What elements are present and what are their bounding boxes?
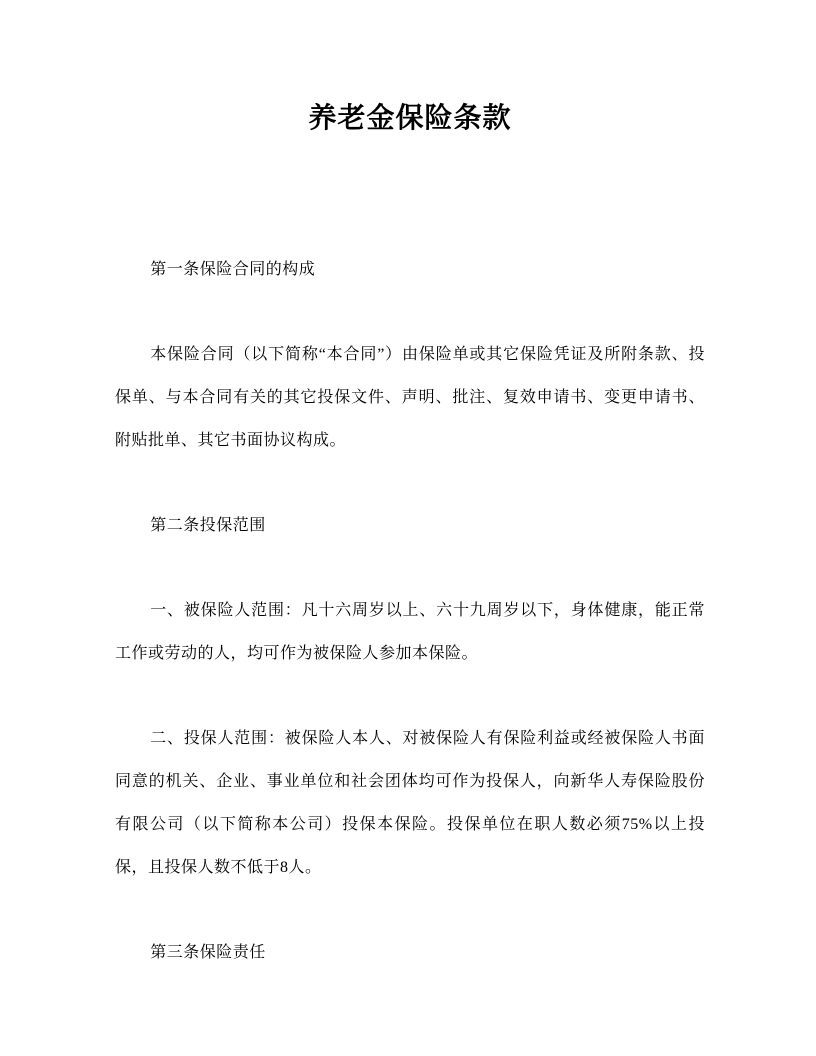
article-2-item-1: 一、被保险人范围：凡十六周岁以上、六十九周岁以下，身体健康，能正常工作或劳动的人，均可作为被保险人参加本保险。: [115, 602, 705, 662]
article-2-heading: 第二条投保范围: [150, 517, 266, 534]
article-1-heading: 第一条保险合同的构成: [150, 261, 316, 278]
article-3-heading: 第三条保险责任: [150, 944, 266, 961]
document-body: [115, 248, 705, 974]
article-1-body: 本保险合同（以下简称“本合同”）由保险单或其它保险凭证及所附条款、投保单、与本合同有关的其它投保文件、声明、批注、复效申请书、变更申请书、附贴批单、其它书面协议构成。: [115, 346, 705, 449]
article-2-item-2: 二、投保人范围：被保险人本人、对被保险人有保险利益或经被保险人书面同意的机关、企业、事业单位和社会团体均可作为投保人，向新华人寿保险股份有限公司（以下简称本公司）投保本保险。投保单位在职人数必须75%以上投保，且投保人数不低于8人。: [115, 730, 705, 876]
document-title: 养老金保险条款: [308, 102, 512, 133]
